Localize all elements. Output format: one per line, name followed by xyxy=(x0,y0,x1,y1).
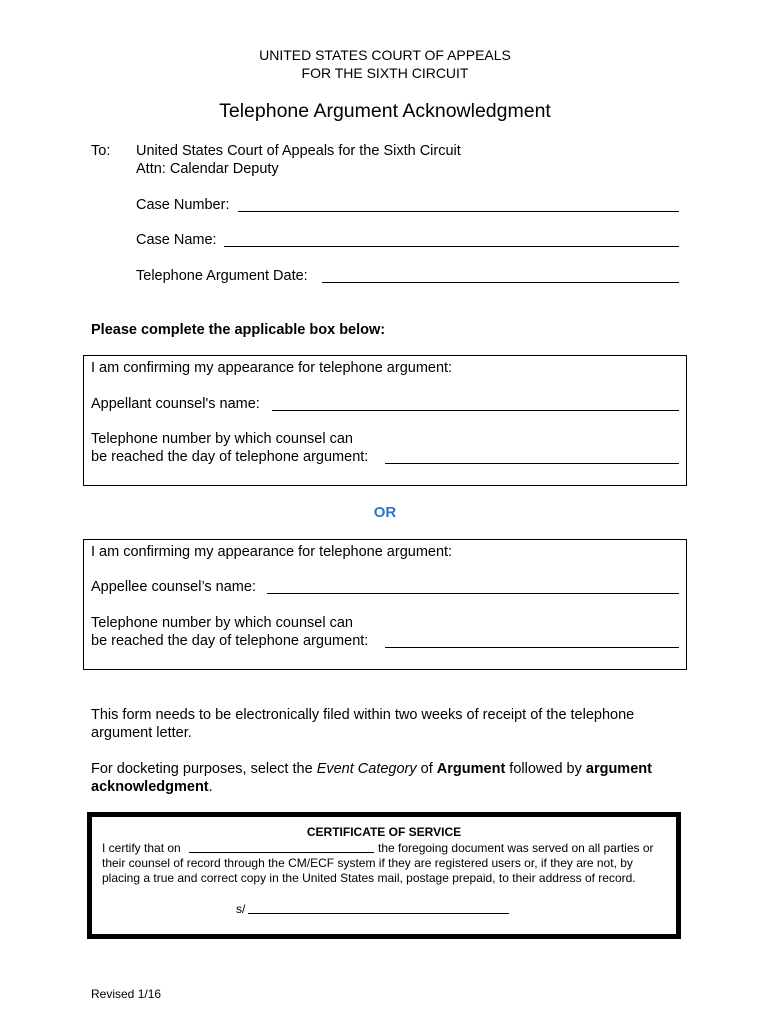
appellant-confirm-text: I am confirming my appearance for telephone argument: xyxy=(91,360,453,376)
docket-ack-part1: argument xyxy=(585,761,652,777)
appellee-name-label: Appellee counsel’s name: xyxy=(91,579,256,595)
certificate-line2: their counsel of record through the CM/ECF system if they are registered users or, if they are not, by xyxy=(102,856,633,870)
docket-prefix: For docketing purposes, select the xyxy=(91,761,317,777)
certificate-heading: CERTIFICATE OF SERVICE xyxy=(306,825,462,839)
docket-followed: followed by xyxy=(505,761,586,777)
appellee-phone-label-line1: Telephone number by which counsel can xyxy=(91,615,353,631)
appellee-confirm-text: I am confirming my appearance for telephone argument: xyxy=(91,544,453,560)
case-number-field[interactable] xyxy=(238,211,679,212)
signature-field[interactable] xyxy=(248,913,509,914)
appellant-phone-label-line2: be reached the day of telephone argument: xyxy=(91,449,369,465)
docket-ack-part2: acknowledgment xyxy=(91,779,209,795)
docket-argument: Argument xyxy=(436,761,506,777)
certify-prefix: I certify that on xyxy=(102,841,181,855)
certificate-line1-suffix: the foregoing document was served on all parties or xyxy=(378,841,654,855)
docket-event-category: Event Category xyxy=(316,761,417,777)
appellee-phone-field[interactable] xyxy=(385,647,679,648)
argument-date-field[interactable] xyxy=(322,282,679,283)
appellant-name-label: Appellant counsel's name: xyxy=(91,396,260,412)
instruction-heading: Please complete the applicable box below: xyxy=(91,322,386,338)
service-date-field[interactable] xyxy=(189,852,374,853)
addressee-line1: United States Court of Appeals for the Sixth Circuit xyxy=(136,143,461,159)
appellant-phone-label-line1: Telephone number by which counsel can xyxy=(91,431,353,447)
certificate-line3: placing a true and correct copy in the United States mail, postage prepaid, to their address of record. xyxy=(102,871,636,885)
case-number-label: Case Number: xyxy=(136,197,230,213)
filing-note-line2: argument letter. xyxy=(91,725,192,741)
argument-date-label: Telephone Argument Date: xyxy=(136,268,308,284)
docketing-note-line2 xyxy=(91,778,213,796)
appellant-phone-field[interactable] xyxy=(385,463,679,464)
page-title: Telephone Argument Acknowledgment xyxy=(219,100,551,122)
to-label: To: xyxy=(91,143,111,159)
case-name-label: Case Name: xyxy=(136,232,217,248)
case-name-field[interactable] xyxy=(224,246,679,247)
court-name-line2: FOR THE SIXTH CIRCUIT xyxy=(301,65,469,81)
or-separator: OR xyxy=(373,504,397,521)
docket-period: . xyxy=(208,779,213,795)
appellee-name-field[interactable] xyxy=(267,593,679,594)
docket-of: of xyxy=(416,761,437,777)
addressee-line2: Attn: Calendar Deputy xyxy=(136,161,279,177)
appellee-phone-label-line2: be reached the day of telephone argument: xyxy=(91,633,369,649)
filing-note-line1: This form needs to be electronically filed within two weeks of receipt of the telephone xyxy=(91,707,635,723)
court-name-line1: UNITED STATES COURT OF APPEALS xyxy=(259,47,511,63)
docketing-note-line1 xyxy=(91,760,652,778)
appellant-name-field[interactable] xyxy=(272,410,679,411)
revised-date: Revised 1/16 xyxy=(91,987,162,1001)
signature-label: s/ xyxy=(236,902,246,916)
